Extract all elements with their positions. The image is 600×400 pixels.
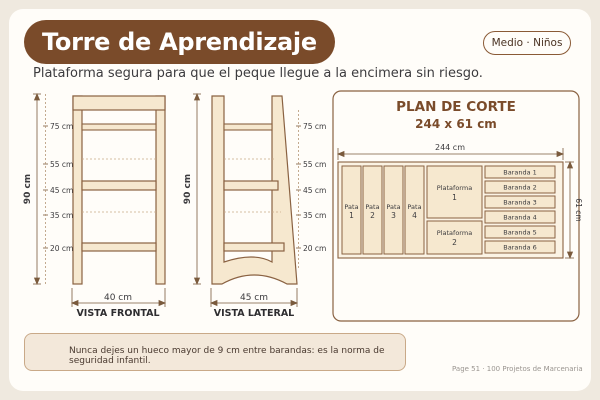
cut-plan-panel [333,91,583,321]
leg-1-label: Pata [344,203,359,211]
rail-3-label: Baranda 3 [503,198,537,207]
page-subtitle: Plataforma segura para que el peque llegue a la encimera sin riesgo. [33,66,483,81]
rail-4-label: Baranda 4 [503,213,537,222]
side-step-20 [224,243,284,251]
cut-platform-1 [427,166,482,218]
front-right-leg [156,96,165,284]
front-width-label: 40 cm [103,293,133,303]
page-footer: Page 51 · 100 Projetos de Marcenaria [452,365,583,373]
rail-2-label: Baranda 2 [503,183,537,192]
side-level-75: 75 cm [303,122,327,131]
side-height-label: 90 cm [183,173,193,205]
platform-2-num: 2 [452,238,457,247]
leg-2-num: 2 [370,211,375,220]
front-height-label: 90 cm [23,173,33,205]
front-height-dimension [33,94,41,284]
front-rail-75 [82,124,156,130]
front-level-75: 75 cm [50,122,74,131]
leg-3-num: 3 [391,211,396,220]
leg-2-label: Pata [365,203,380,211]
front-view-caption: VISTA FRONTAL [76,308,160,319]
front-level-45: 45 cm [50,186,74,195]
front-view-drawing [23,94,165,319]
safety-tip-box [24,333,406,371]
leg-4-num: 4 [412,211,417,220]
rail-5-label: Baranda 5 [503,228,537,237]
side-depth-label: 45 cm [239,293,269,303]
front-left-leg [73,96,82,284]
side-level-20: 20 cm [303,244,327,253]
page-title: Torre de Aprendizaje [42,28,317,56]
cut-width-label: 244 cm [434,143,466,152]
front-level-55: 55 cm [50,160,74,169]
leg-1-num: 1 [349,211,354,220]
leg-4-label: Pata [407,203,422,211]
safety-tip-text: Nunca dejes un hueco mayor de 9 cm entre barandas: es la norma de seguridad infantil. [69,346,385,366]
leg-3-label: Pata [386,203,401,211]
front-step-20 [82,243,156,251]
cut-height-label: 61 cm [574,198,583,222]
cut-plan-title: PLAN DE CORTE [396,99,516,115]
front-level-35: 35 cm [50,211,74,220]
platform-1-label: Plataforma [436,184,473,192]
side-level-45: 45 cm [303,186,327,195]
front-platform-45 [82,181,156,190]
difficulty-badge: Medio · Niños [483,31,571,55]
rail-1-label: Baranda 1 [503,168,537,177]
front-top-rail [73,96,165,110]
side-rail-75 [224,124,272,130]
side-view-caption: VISTA LATERAL [213,308,295,319]
platform-2-label: Plataforma [436,229,473,237]
side-platform-45 [224,181,278,190]
front-level-20: 20 cm [50,244,74,253]
platform-1-num: 1 [452,193,457,202]
side-level-35: 35 cm [303,211,327,220]
rail-6-label: Baranda 6 [503,243,537,252]
side-view-drawing [183,94,326,319]
side-level-55: 55 cm [303,160,327,169]
side-height-dimension [193,94,201,284]
cut-plan-size: 244 x 61 cm [415,117,497,131]
